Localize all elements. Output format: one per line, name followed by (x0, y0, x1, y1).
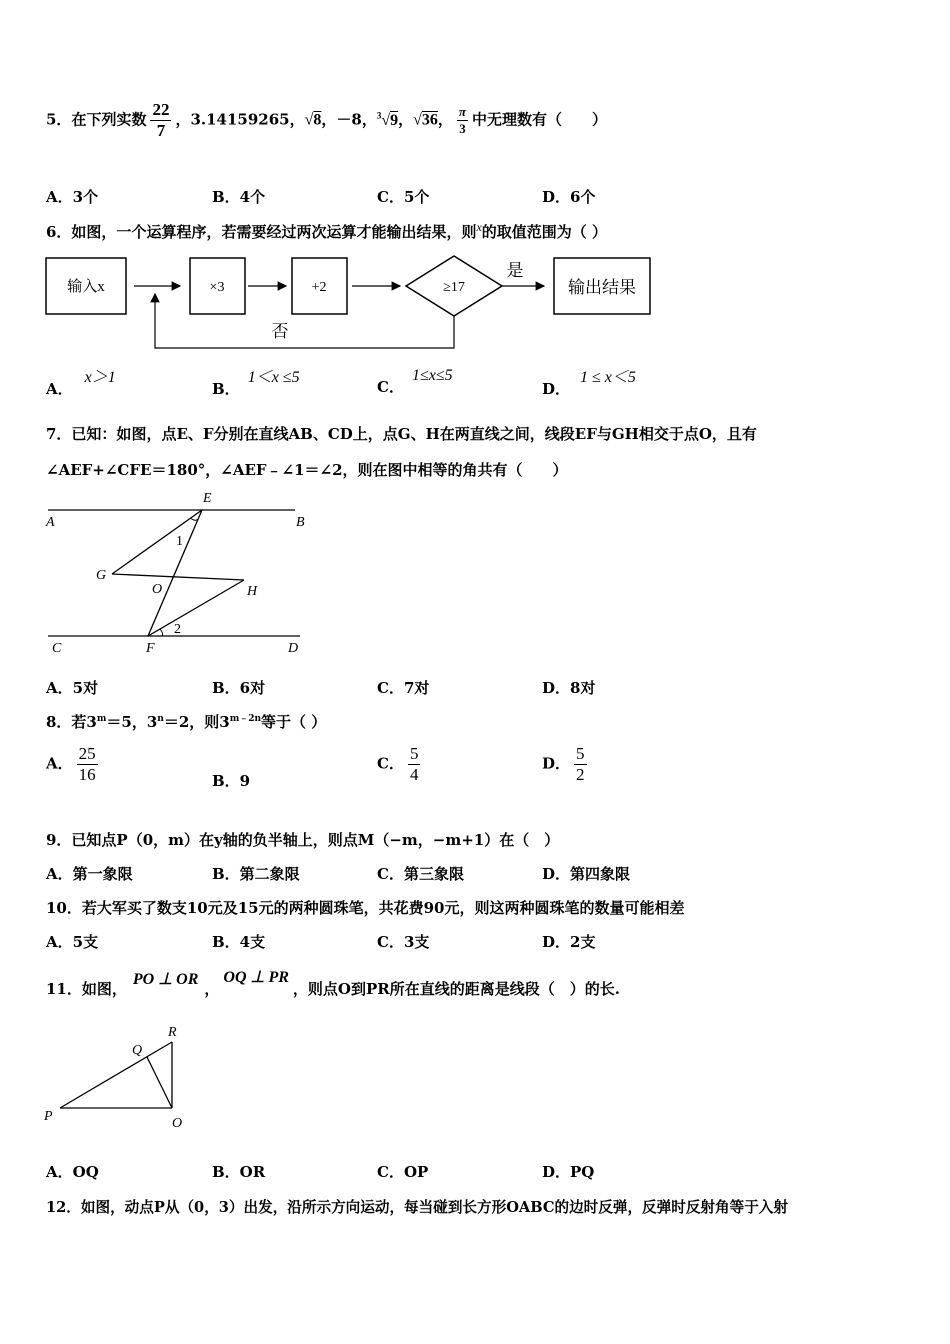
q6-variable: x (476, 220, 482, 234)
q11-condition-2: OQ ⊥ PR (223, 969, 289, 986)
label-b: B (296, 515, 305, 530)
q5-text: 在下列实数 (71, 110, 147, 129)
segment-oq (147, 1057, 172, 1108)
q11-option-d[interactable]: D．PQ (542, 1163, 595, 1181)
q11-figure (40, 1020, 200, 1135)
q8-option-b[interactable]: B．9 (212, 772, 251, 790)
segment-hf (148, 580, 244, 636)
q5-option-d[interactable]: D．6个 (542, 188, 596, 206)
q11-option-a[interactable]: A．OQ (46, 1163, 99, 1181)
question-7-line-1: 7．已知：如图，点E、F分别在直线AB、CD上，点G、H在两直线之间，线段EF与GH相交于点O，且有 (46, 425, 757, 443)
q10-option-a[interactable]: A．5支 (46, 933, 99, 951)
q7-option-d[interactable]: D．8对 (542, 679, 596, 697)
label-d: D (288, 641, 299, 656)
q5-sqrt36: √36 (413, 111, 438, 129)
flow-add-label: +2 (311, 280, 327, 295)
q6-option-b[interactable]: B．1＜x ≤5 (212, 369, 300, 398)
q10-option-b[interactable]: B．4支 (212, 933, 266, 951)
angle-1-arc (190, 518, 198, 520)
q7-option-a[interactable]: A．5对 (46, 679, 99, 697)
q5-option-c[interactable]: C．5个 (377, 188, 430, 206)
q11-condition-1: PO ⊥ OR (132, 971, 199, 988)
label-g: G (96, 568, 107, 583)
question-11: 11．如图，PO ⊥ OR，OQ ⊥ PR，则点O到PR所在直线的距离是线段（ ）的长. (46, 969, 620, 998)
label-o: O (172, 1116, 183, 1131)
q5-fraction-22-7: $\frac{22}{7}$ (152, 100, 170, 140)
label-p: P (44, 1109, 53, 1124)
q6-option-c[interactable]: C．1≤x≤5 (377, 367, 453, 396)
label-f: F (146, 641, 155, 656)
flow-input-label: 输入x (67, 279, 105, 295)
flow-output-label: 输出结果 (568, 278, 636, 297)
q7-option-b[interactable]: B．6对 (212, 679, 266, 697)
question-6: 6．如图，一个运算程序，若需要经过两次运算才能输出结果，则$^x$的取值范围为（ ） (46, 220, 608, 241)
angle-2-arc (160, 629, 163, 636)
q9-option-c[interactable]: C．第三象限 (377, 865, 464, 883)
q5-option-b[interactable]: B．4个 (212, 188, 266, 206)
question-5: 5．在下列实数 $\frac{22}{7}$ ，3.14159265，√8，－8，$^3$√9，√36， $\frac{\pi}{3}$ 中无理数有（ ） (46, 100, 608, 140)
question-9: 9．已知点P（0，m）在y轴的负半轴上，则点M（−m，−m+1）在（ ） (46, 831, 560, 849)
question-8: 8．若$3^m=5$，$3^n=2$，则$3^{m﹣2n}$等于（ ） (46, 713, 327, 731)
label-angle-2: 2 (174, 622, 181, 637)
q10-option-c[interactable]: C．3支 (377, 933, 430, 951)
question-10: 10．若大军买了数支10元及15元的两种圆珠笔，共花费90元，则这两种圆珠笔的数量可能相差 (46, 899, 685, 917)
q5-sqrt8: √8 (304, 111, 322, 129)
q9-option-d[interactable]: D．第四象限 (542, 865, 631, 883)
flow-loop-arrow (155, 294, 454, 348)
q6-option-d[interactable]: D．1 ≤ x＜5 (542, 369, 636, 398)
q6-flowchart (40, 250, 660, 360)
q5-fraction-pi-3: $\frac{\pi}{3}$ (458, 104, 467, 136)
label-c: C (52, 641, 62, 656)
q7-figure (40, 486, 320, 656)
flow-multiply-label: ×3 (209, 280, 225, 295)
label-e: E (203, 491, 212, 506)
q9-option-b[interactable]: B．第二象限 (212, 865, 300, 883)
q8-option-c[interactable]: C． $\frac{5}{4}$ (377, 744, 419, 784)
q11-option-b[interactable]: B．OR (212, 1163, 266, 1181)
question-7-line-2: ∠AEF+∠CFE＝180°，∠AEF﹣∠1＝∠2，则在图中相等的角共有（ ） (46, 461, 568, 479)
label-r: R (168, 1025, 177, 1040)
q7-option-c[interactable]: C．7对 (377, 679, 430, 697)
label-q: Q (132, 1043, 143, 1058)
q5-number: 5． (46, 110, 72, 129)
q5-cbrt9: $^3$√9 (376, 110, 399, 129)
flow-no-label: 否 (271, 322, 289, 341)
label-angle-1: 1 (176, 534, 183, 549)
q11-option-c[interactable]: C．OP (377, 1163, 429, 1181)
q8-option-a[interactable]: A． $\frac{25}{16}$ (46, 744, 96, 784)
q8-option-d[interactable]: D． $\frac{5}{2}$ (542, 744, 585, 784)
label-a: A (46, 515, 55, 530)
q9-option-a[interactable]: A．第一象限 (46, 865, 133, 883)
question-12: 12．如图，动点P从（0，3）出发，沿所示方向运动，每当碰到长方形OABC的边时反弹，反弹时反射角等于入射 (46, 1199, 788, 1216)
q6-option-a[interactable]: A．x＞1 (46, 369, 116, 398)
segment-gh (112, 574, 244, 580)
label-o: O (152, 582, 163, 597)
q5-option-a[interactable]: A．3个 (46, 188, 99, 206)
flow-yes-label: 是 (506, 261, 524, 280)
q10-option-d[interactable]: D．2支 (542, 933, 596, 951)
label-h: H (247, 584, 258, 599)
flow-condition-label: ≥17 (443, 280, 465, 295)
